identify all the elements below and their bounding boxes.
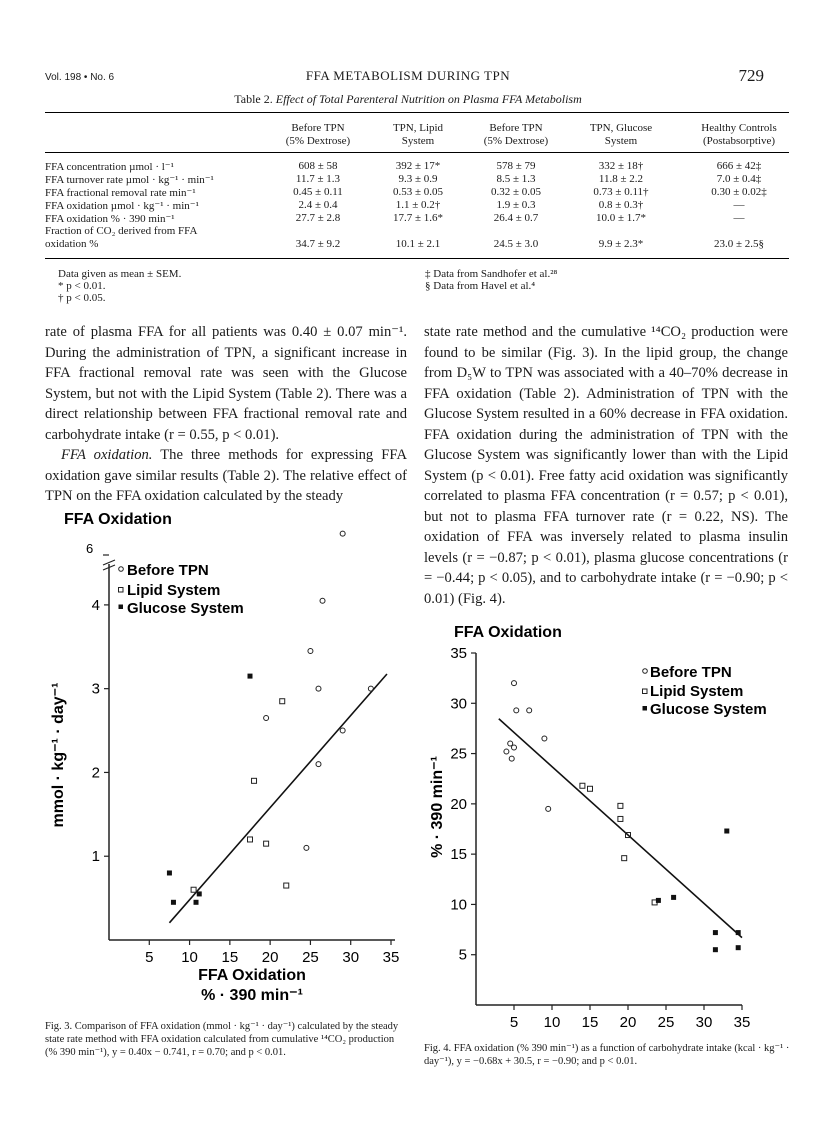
column-header-line1: Before TPN xyxy=(291,122,345,134)
table-header-rule xyxy=(45,152,789,153)
table-cell: 10.1 ± 2.1 xyxy=(395,238,441,250)
column-header-line1: TPN, Lipid xyxy=(392,122,444,134)
table-cell: 27.7 ± 2.8 xyxy=(295,212,341,224)
legend-marker-circle xyxy=(643,669,648,674)
table-cell: 608 ± 58 xyxy=(298,160,338,172)
data-point-glucose-system xyxy=(724,829,729,834)
y-tick-label: 1 xyxy=(91,848,100,866)
y-axis-label: % · 390 min⁻¹ xyxy=(429,756,446,858)
x-axis-label-units: % · 390 min⁻¹ xyxy=(201,987,303,1004)
row-label: FFA oxidation µmol · kg⁻¹ · min⁻¹ xyxy=(45,200,199,212)
table-cell: 11.8 ± 2.2 xyxy=(598,173,644,185)
body-paragraph: state rate method and the cumulative ¹⁴CO₂ production were found to be similar (Fig. 3). In the lipid group, the change from D₅W to TPN was associated with a 40–70% decrease in FFA oxidation (Table 2). Administration of TPN with the Glucose System resulted in a 60% decrease in FFA oxidation. FFA oxidation during the administration of TPN with the Glucose System was significantly lower than with the Lipid System (p < 0.01). Free fatty acid oxidation was significantly correlated to plasma FFA concentration (r = 0.57; p < 0.01), but not to plasma FFA turnover rate (r = 0.22, NS). The oxidation of FFA was inversely related to plasma insulin levels (r = −0.87; p < 0.01), plasma glucose concentrations (r = −0.44; p < 0.05), and to carbohydrate intake (r = −0.90; p < 0.01) (Fig. 4). xyxy=(424,324,788,607)
legend-marker-circle xyxy=(119,567,124,572)
data-point-before-tpn xyxy=(316,762,321,767)
y-tick-label: 20 xyxy=(450,795,467,813)
body-column-left xyxy=(45,322,407,507)
chart-title: FFA Oxidation xyxy=(64,511,172,528)
x-tick-label: 25 xyxy=(657,1014,675,1031)
column-header-line2: (Postabsorptive) xyxy=(702,135,776,147)
y-tick-label: 35 xyxy=(450,645,467,662)
column-header-line1: Before TPN xyxy=(489,122,543,134)
running-title: FFA METABOLISM DURING TPN xyxy=(305,68,511,83)
data-point-before-tpn xyxy=(527,708,532,713)
data-point-lipid-system xyxy=(264,841,269,846)
data-point-before-tpn xyxy=(264,715,269,720)
row-label: FFA concentration µmol · l⁻¹ xyxy=(45,161,174,173)
data-point-lipid-system xyxy=(588,786,593,791)
table-cell: 1.1 ± 0.2† xyxy=(395,199,441,211)
x-tick-label: 5 xyxy=(509,1014,519,1031)
page-number: 729 xyxy=(738,66,764,85)
data-point-lipid-system xyxy=(248,837,253,842)
table-cell: 0.8 ± 0.3† xyxy=(598,199,644,211)
regression-line xyxy=(169,674,387,923)
regression-line xyxy=(499,719,742,938)
table-cell: 0.30 ± 0.02‡ xyxy=(711,186,767,198)
data-point-before-tpn xyxy=(542,736,547,741)
y-tick-label: 10 xyxy=(450,896,467,914)
table-title xyxy=(0,92,816,107)
table-footnote: Data given as mean ± SEM. xyxy=(58,268,182,280)
legend-label: Before TPN xyxy=(127,562,209,579)
table-cell: 578 ± 79 xyxy=(496,160,536,172)
table-cell: 666 ± 42‡ xyxy=(716,160,762,172)
column-header xyxy=(368,122,468,148)
column-header-line2: (5% Dextrose) xyxy=(285,135,351,147)
y-tick-label: 3 xyxy=(91,680,100,698)
column-header-line1: TPN, Glucose xyxy=(589,122,653,134)
legend-marker-filled-square xyxy=(119,605,124,610)
x-tick-label: 25 xyxy=(302,949,319,966)
column-header xyxy=(571,122,671,148)
legend-label: Lipid System xyxy=(650,683,744,700)
table-cell: 1.9 ± 0.3 xyxy=(496,199,536,211)
table-cell: 24.5 ± 3.0 xyxy=(493,238,539,250)
data-point-glucose-system xyxy=(713,930,718,935)
data-point-before-tpn xyxy=(368,686,373,691)
row-label: FFA turnover rate µmol · kg⁻¹ · min⁻¹ xyxy=(45,174,214,186)
data-point-lipid-system xyxy=(622,856,627,861)
table-cell: 0.53 ± 0.05 xyxy=(392,186,444,198)
figure-3-chart xyxy=(40,500,410,1020)
data-point-before-tpn xyxy=(508,741,513,746)
data-point-glucose-system xyxy=(248,674,253,679)
table-cell: 0.32 ± 0.05 xyxy=(490,186,542,198)
data-point-before-tpn xyxy=(512,745,517,750)
column-header-line2: System xyxy=(401,135,435,147)
x-tick-label: 5 xyxy=(145,949,154,966)
data-point-lipid-system xyxy=(284,883,289,888)
x-axis-label xyxy=(537,1034,683,1035)
x-tick-label: 30 xyxy=(695,1014,713,1031)
x-tick-label: 20 xyxy=(619,1014,637,1031)
legend-marker-filled-square xyxy=(643,706,648,711)
chart-legend xyxy=(119,562,244,617)
data-point-lipid-system xyxy=(618,816,623,821)
column-header-line1: Healthy Controls xyxy=(701,122,777,134)
data-point-before-tpn xyxy=(512,681,517,686)
table-footnote: § Data from Havel et al.⁴ xyxy=(425,280,536,292)
data-point-glucose-system xyxy=(671,895,676,900)
y-tick-label: 5 xyxy=(458,946,467,964)
table-cell: — xyxy=(733,199,745,211)
data-point-lipid-system xyxy=(618,803,623,808)
table-top-rule xyxy=(45,112,789,113)
data-point-before-tpn xyxy=(509,756,514,761)
data-point-glucose-system xyxy=(171,900,176,905)
table-cell: 26.4 ± 0.7 xyxy=(493,212,539,224)
volume-label: Vol. 198 • No. 6 xyxy=(45,72,115,83)
data-point-before-tpn xyxy=(514,708,519,713)
data-point-before-tpn xyxy=(304,845,309,850)
table-cell: 332 ± 18† xyxy=(598,160,644,172)
table-cell: 10.0 ± 1.7* xyxy=(595,212,647,224)
figure-4-plot xyxy=(429,624,767,1035)
table-cell: 0.45 ± 0.11 xyxy=(293,186,343,198)
data-point-glucose-system xyxy=(736,945,741,950)
table-cell: 11.7 ± 1.3 xyxy=(295,173,341,185)
row-label-continued: oxidation % xyxy=(45,238,99,250)
data-point-glucose-system xyxy=(656,898,661,903)
data-point-glucose-system xyxy=(736,930,741,935)
figure-3-plot xyxy=(50,511,399,1004)
x-tick-label: 30 xyxy=(342,949,360,966)
table-cell: 34.7 ± 9.2 xyxy=(295,238,341,250)
figure-3-caption: Fig. 3. Comparison of FFA oxidation (mmol · kg⁻¹ · day⁻¹) calculated by the steady state rate method with FFA oxidation calculated from cumulative ¹⁴CO₂ production (% 390 min⁻¹), y = 0.40x − 0.741, r = 0.70; and p < 0.01. xyxy=(45,1021,399,1058)
data-point-glucose-system xyxy=(713,947,718,952)
data-point-before-tpn xyxy=(504,749,509,754)
column-header xyxy=(268,122,368,148)
table-cell: 0.73 ± 0.11† xyxy=(593,186,649,198)
data-point-lipid-system xyxy=(191,887,196,892)
y-tick-label: 2 xyxy=(91,764,100,782)
x-tick-label: 10 xyxy=(543,1014,561,1031)
y-axis-label: mmol · kg⁻¹ · day⁻¹ xyxy=(50,682,67,828)
table-label: Table 2. xyxy=(234,92,273,106)
section-heading: FFA oxidation. xyxy=(61,447,153,463)
legend-marker-open-square xyxy=(119,588,124,593)
body-paragraph: rate of plasma FFA for all patients was 0.40 ± 0.07 min⁻¹. During the administration of TPN, a significant increase in FFA fractional removal rate was seen with the Glucose System, but not with the Lipid System (Table 2). There was a direct relationship between FFA fractional removal rate and carbohydrate intake (r = 0.55, p < 0.01). xyxy=(45,324,407,443)
legend-label: Lipid System xyxy=(127,582,221,599)
table-cell: 9.3 ± 0.9 xyxy=(398,173,438,185)
data-point-glucose-system xyxy=(197,891,202,896)
row-label: FFA fractional removal rate min⁻¹ xyxy=(45,187,196,199)
table-cell: 2.4 ± 0.4 xyxy=(298,199,338,211)
data-point-before-tpn xyxy=(546,806,551,811)
column-header xyxy=(466,122,566,148)
x-axis-label: FFA Oxidation xyxy=(198,967,306,984)
data-point-before-tpn xyxy=(340,531,345,536)
y-tick-label: 25 xyxy=(450,745,467,763)
table-footnote: * p < 0.01. xyxy=(58,280,106,292)
table-cell: 7.0 ± 0.4‡ xyxy=(716,173,762,185)
data-point-before-tpn xyxy=(320,598,325,603)
figure-4-caption: Fig. 4. FFA oxidation (% 390 min⁻¹) as a function of carbohydrate intake (kcal · kg⁻¹ · day⁻¹), y = −0.68x + 30.5, r = −0.90; and p < 0.01. xyxy=(424,1043,790,1067)
x-tick-label: 35 xyxy=(382,949,400,966)
column-header-line2: (5% Dextrose) xyxy=(483,135,549,147)
chart-title: FFA Oxidation xyxy=(454,624,562,641)
data-point-lipid-system xyxy=(580,783,585,788)
data-point-lipid-system xyxy=(280,699,285,704)
data-point-before-tpn xyxy=(308,648,313,653)
data-point-before-tpn xyxy=(316,686,321,691)
figure-4-chart xyxy=(424,615,794,1035)
data-point-glucose-system xyxy=(194,900,199,905)
data-point-glucose-system xyxy=(167,870,172,875)
chart-legend xyxy=(643,664,767,718)
y-tick-break-label: 6 xyxy=(86,541,94,556)
table-cell: 8.5 ± 1.3 xyxy=(496,173,536,185)
x-tick-label: 20 xyxy=(261,949,279,966)
y-tick-label: 15 xyxy=(450,846,467,864)
body-paragraph-text: The three methods for expressing FFA oxidation gave similar results (Table 2). The relative effect of TPN on the FFA oxidation calculated by the steady xyxy=(45,447,407,504)
legend-label: Before TPN xyxy=(650,664,732,681)
legend-marker-open-square xyxy=(643,689,648,694)
column-header xyxy=(684,122,794,148)
table-footnote: ‡ Data from Sandhofer et al.²⁸ xyxy=(425,268,558,280)
table-cell: — xyxy=(733,212,745,224)
legend-label: Glucose System xyxy=(650,701,767,718)
table-bottom-rule xyxy=(45,258,789,259)
x-tick-label: 35 xyxy=(733,1014,751,1031)
body-paragraph xyxy=(45,445,407,507)
x-tick-label: 15 xyxy=(581,1014,599,1031)
table-cell: 17.7 ± 1.6* xyxy=(392,212,444,224)
legend-label: Glucose System xyxy=(127,600,244,617)
table-cell: 392 ± 17* xyxy=(395,160,441,172)
table-cell: 23.0 ± 2.5§ xyxy=(713,238,765,250)
x-tick-label: 15 xyxy=(221,949,239,966)
table-cell: 9.9 ± 2.3* xyxy=(598,238,644,250)
table-caption: Effect of Total Parenteral Nutrition on Plasma FFA Metabolism xyxy=(275,92,582,106)
table-footnote: † p < 0.05. xyxy=(58,292,106,304)
column-header-line2: System xyxy=(604,135,638,147)
body-column-right xyxy=(424,322,788,609)
y-tick-label: 4 xyxy=(91,596,100,614)
row-label: Fraction of CO₂ derived from FFA xyxy=(45,225,198,237)
y-tick-label: 30 xyxy=(450,695,467,713)
data-point-lipid-system xyxy=(252,778,257,783)
row-label: FFA oxidation % · 390 min⁻¹ xyxy=(45,213,175,225)
data-point-before-tpn xyxy=(340,728,345,733)
x-tick-label: 10 xyxy=(181,949,198,966)
